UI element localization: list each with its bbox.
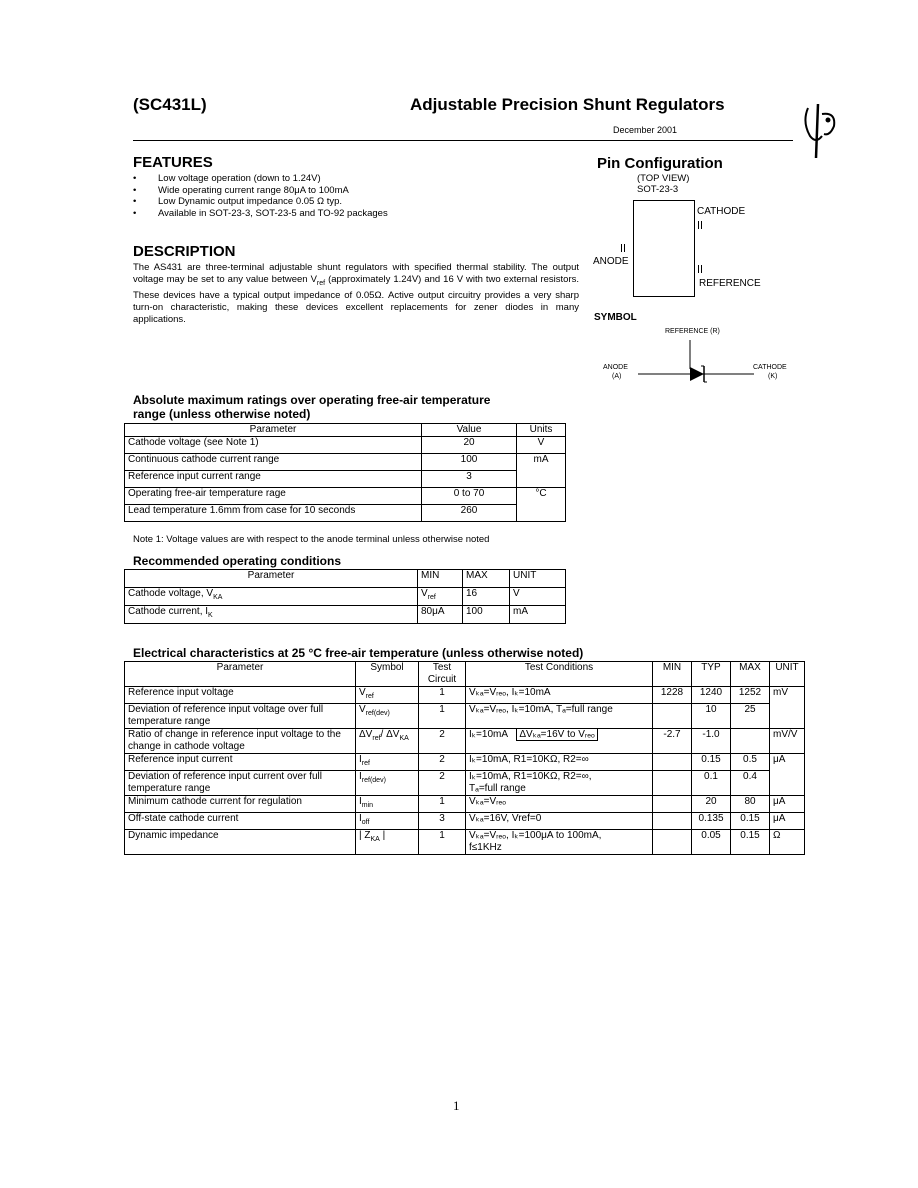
table-header: Symbol (356, 662, 419, 687)
features-heading: FEATURES (133, 154, 213, 171)
table-header: Parameter (125, 662, 356, 687)
table-row (125, 771, 805, 796)
table-cell: 100 (463, 606, 510, 624)
table-cell: $I_{off}$ (356, 813, 419, 830)
table-cell: Continuous cathode current range (125, 454, 422, 471)
table-cell: μA (770, 796, 805, 813)
table-cell: 0.15 (692, 754, 731, 771)
table-row (125, 437, 566, 454)
document-title: Adjustable Precision Shunt Regulators (410, 95, 725, 114)
table-cell: Vₖₐ=Vᵣₑₒ, Iₖ=100μA to 100mA, f≤1KHz (466, 830, 653, 855)
abs-max-note: Note 1: Voltage values are with respect to the anode terminal unless otherwise noted (133, 534, 490, 545)
table-cell: V (510, 588, 566, 606)
table-cell: 1228 (653, 687, 692, 704)
table-cell: Ratio of change in reference input voltage to the change in cathode voltage (125, 729, 356, 754)
company-logo (798, 100, 840, 162)
list-item: • Low voltage operation (down to 1.24V) (133, 173, 573, 185)
symbol-anode-label: ANODE (603, 364, 628, 371)
table-header-row (125, 570, 566, 588)
table-row (125, 754, 805, 771)
table-row (125, 704, 805, 729)
table-cell: 1 (419, 704, 466, 729)
table-row (125, 454, 566, 471)
table-cell: 10 (692, 704, 731, 729)
table-cell: Off-state cathode current (125, 813, 356, 830)
table-row (125, 588, 566, 606)
table-cell: 2 (419, 754, 466, 771)
list-item: • Low Dynamic output impedance 0.05 Ω typ. (133, 196, 573, 208)
table-cell: Vₖₐ=16V, Vref=0 (466, 813, 653, 830)
table-header-row (125, 662, 805, 687)
features-list (133, 173, 573, 219)
table-cell: $\Delta V_{ref}/$ $\Delta V_{KA}$ (356, 729, 419, 754)
package-outline (633, 200, 695, 297)
list-item: • Wide operating current range 80μA to 100mA (133, 185, 573, 197)
table-cell: Reference input voltage (125, 687, 356, 704)
table-header: MAX (731, 662, 770, 687)
table-cell: $I_{ref(dev)}$ (356, 771, 419, 796)
table-cell (653, 771, 692, 796)
table-cell: 3 (419, 813, 466, 830)
table-header-row (125, 424, 566, 437)
table-row (125, 687, 805, 704)
table-cell: 0.5 (731, 754, 770, 771)
table-row (125, 505, 566, 522)
table-cell: 0 to 70 (422, 488, 517, 505)
table-header: MAX (463, 570, 510, 588)
table-cell: 0.4 (731, 771, 770, 796)
table-cell: Reference input current (125, 754, 356, 771)
description-text: The AS431 are three-terminal adjustable shunt regulators with specified thermal stability. The output voltage may be set to any value between $V_{ref}$ (approximately 1.24V) and 16 V with two external resistors. These devices have a typical output impedance of 0.05Ω. Active output circuitry provides a very sharp turn-on characteristic, making these devices excellent replacements for zener diodes in many applications. (133, 262, 579, 325)
reference-pin (698, 265, 702, 273)
table-cell: -1.0 (692, 729, 731, 754)
table-cell: mV/V (770, 729, 805, 754)
table-cell: Minimum cathode current for regulation (125, 796, 356, 813)
table-cell: 0.05 (692, 830, 731, 855)
table-cell: $I_{ref}$ (356, 754, 419, 771)
table-cell: 80μA (418, 606, 463, 624)
table-cell: μA (770, 813, 805, 830)
table-cell: μA (770, 754, 805, 796)
table-cell: $V_{ref}$ (418, 588, 463, 606)
abs-max-title-line2: range (unless otherwise noted) (133, 407, 311, 421)
table-row (125, 796, 805, 813)
table-cell: Cathode current, $I_K$ (125, 606, 418, 624)
anode-pin (621, 244, 625, 252)
table-cell: 1252 (731, 687, 770, 704)
description-heading: DESCRIPTION (133, 243, 236, 260)
table-cell (653, 754, 692, 771)
top-view-label: (TOP VIEW) (637, 173, 690, 184)
table-row (125, 488, 566, 505)
table-header: UNIT (510, 570, 566, 588)
table-cell: 3 (422, 471, 517, 488)
table-cell: 0.1 (692, 771, 731, 796)
table-row (125, 471, 566, 488)
table-cell: 100 (422, 454, 517, 471)
table-cell: $V_{ref(dev)}$ (356, 704, 419, 729)
table-cell: mA (510, 606, 566, 624)
abs-max-title-line1: Absolute maximum ratings over operating free-air temperature (133, 393, 491, 407)
rec-table (124, 569, 566, 624)
shunt-regulator-symbol (630, 336, 770, 386)
table-cell: 16 (463, 588, 510, 606)
table-cell: Iₖ=10mA, R1=10KΩ, R2=∞ (466, 754, 653, 771)
table-cell: 0.15 (731, 813, 770, 830)
document-date: December 2001 (613, 125, 678, 135)
table-cell: 0.135 (692, 813, 731, 830)
table-row (125, 830, 805, 855)
table-header: MIN (418, 570, 463, 588)
table-cell: Cathode voltage, $V_{KA}$ (125, 588, 418, 606)
table-cell: $V_{ref}$ (356, 687, 419, 704)
anode-pin-label: ANODE (593, 256, 629, 267)
cathode-pin (698, 221, 702, 229)
symbol-ref-label: REFERENCE (R) (665, 328, 720, 335)
table-cell: 1 (419, 830, 466, 855)
table-cell: Vₖₐ=Vᵣₑₒ, Iₖ=10mA, Tₐ=full range (466, 704, 653, 729)
table-header: Units (517, 424, 566, 437)
table-cell: 20 (422, 437, 517, 454)
table-cell: | $Z_{KA}$ | (356, 830, 419, 855)
abs-max-table (124, 423, 566, 522)
table-cell: 1240 (692, 687, 731, 704)
table-cell: 20 (692, 796, 731, 813)
table-cell: Reference input current range (125, 471, 422, 488)
table-cell (731, 729, 770, 754)
page-number: 1 (453, 1098, 460, 1113)
table-cell: Deviation of reference input current over full temperature range (125, 771, 356, 796)
reference-pin-label: REFERENCE (699, 278, 761, 289)
rec-title: Recommended operating conditions (133, 554, 342, 568)
table-cell: mV (770, 687, 805, 729)
table-cell: Lead temperature 1.6mm from case for 10 seconds (125, 505, 422, 522)
table-cell: 2 (419, 729, 466, 754)
table-cell: 1 (419, 796, 466, 813)
table-cell: 80 (731, 796, 770, 813)
table-header: Test Conditions (466, 662, 653, 687)
table-header: UNIT (770, 662, 805, 687)
table-cell: -2.7 (653, 729, 692, 754)
table-header: Parameter (125, 424, 422, 437)
elec-title: Electrical characteristics at 25 °C free-air temperature (unless otherwise noted) (133, 646, 584, 660)
table-cell: °C (517, 488, 566, 522)
table-cell (653, 830, 692, 855)
table-cell: 260 (422, 505, 517, 522)
table-row (125, 729, 805, 754)
table-cell: V (517, 437, 566, 454)
table-cell: mA (517, 454, 566, 488)
table-cell: Iₖ=10mA ΔVₖₐ=16V to Vᵣₑₒ (466, 729, 653, 754)
cathode-pin-label: CATHODE (697, 206, 746, 217)
table-header: Value (422, 424, 517, 437)
table-cell: Operating free-air temperature rage (125, 488, 422, 505)
table-cell: 2 (419, 771, 466, 796)
symbol-cathode-letter: (K) (768, 373, 778, 380)
elec-table (124, 661, 805, 855)
table-cell: Vₖₐ=Vᵣₑₒ (466, 796, 653, 813)
table-header: TYP (692, 662, 731, 687)
pin-config-heading: Pin Configuration (597, 155, 723, 172)
table-cell: 1 (419, 687, 466, 704)
table-cell: Deviation of reference input voltage over full temperature range (125, 704, 356, 729)
table-cell (653, 796, 692, 813)
package-label: SOT-23-3 (637, 184, 679, 195)
symbol-anode-letter: (A) (612, 373, 622, 380)
table-cell: Iₖ=10mA, R1=10KΩ, R2=∞, Tₐ=full range (466, 771, 653, 796)
table-cell: Dynamic impedance (125, 830, 356, 855)
table-row (125, 606, 566, 624)
table-cell: Cathode voltage (see Note 1) (125, 437, 422, 454)
table-cell: Vₖₐ=Vᵣₑₒ, Iₖ=10mA (466, 687, 653, 704)
table-cell (653, 813, 692, 830)
list-item: • Available in SOT-23-3, SOT-23-5 and TO-92 packages (133, 208, 573, 220)
table-header: Test Circuit (419, 662, 466, 687)
table-cell: 0.15 (731, 830, 770, 855)
table-cell: Ω (770, 830, 805, 855)
table-cell (653, 704, 692, 729)
table-cell: $I_{min}$ (356, 796, 419, 813)
header-rule (133, 140, 793, 141)
symbol-heading: SYMBOL (594, 312, 637, 323)
symbol-cathode-label: CATHODE (753, 364, 787, 371)
part-number: (SC431L) (133, 95, 207, 114)
table-row (125, 813, 805, 830)
table-cell: 25 (731, 704, 770, 729)
table-header: Parameter (125, 570, 418, 588)
table-header: MIN (653, 662, 692, 687)
